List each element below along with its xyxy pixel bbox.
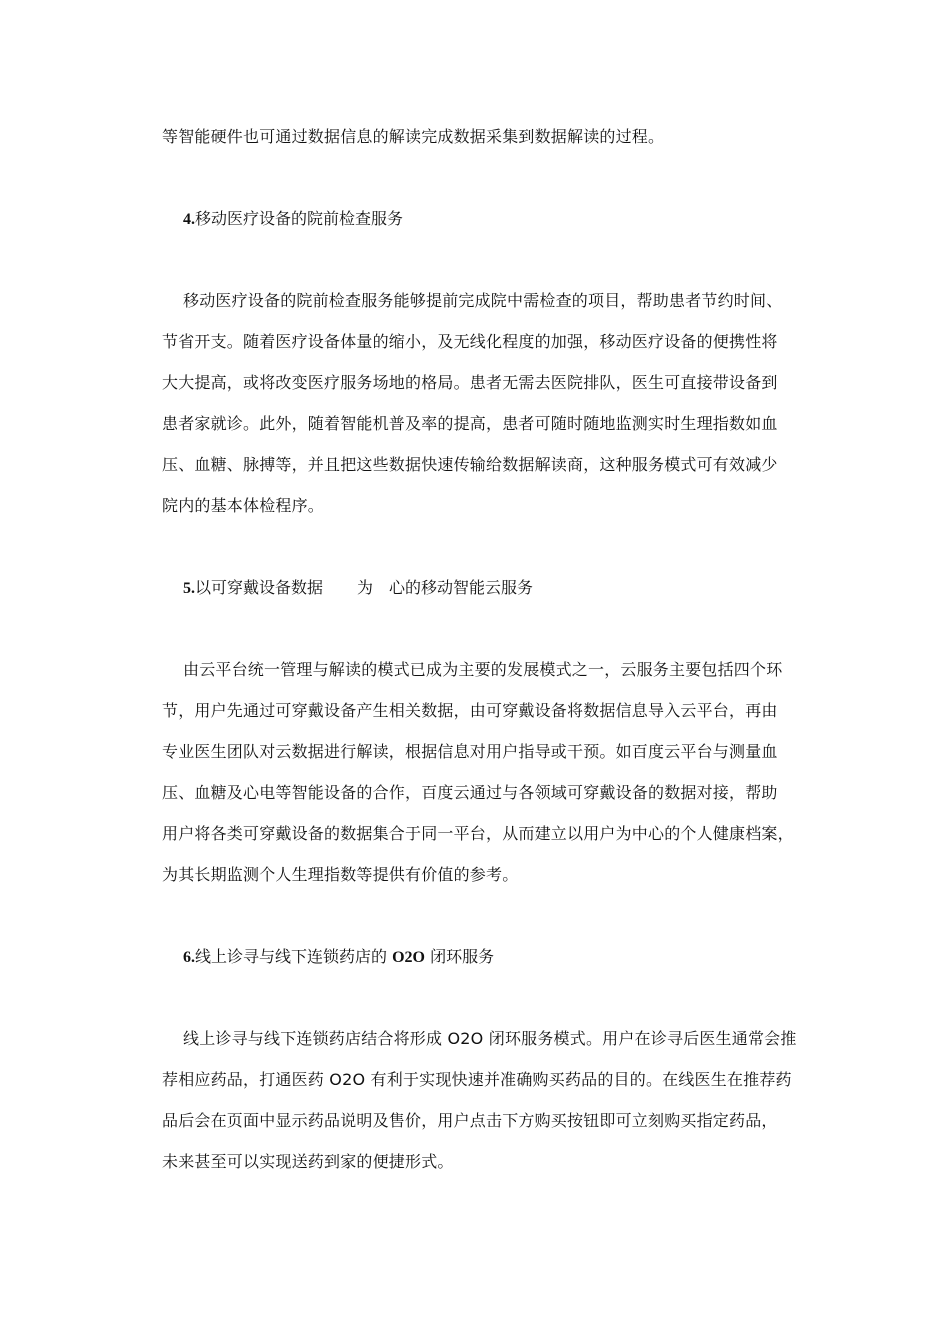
section-4-line-1: 移动医疗设备的院前检查服务能够提前完成院中需检查的项目，帮助患者节约时间、 xyxy=(183,291,783,310)
section-5-line-2: 节，用户先通过可穿戴设备产生相关数据，由可穿戴设备将数据信息导入云平台，再由 xyxy=(162,701,778,720)
section-4-line-5: 压、血糖、脉搏等，并且把这些数据快速传输给数据解读商，这种服务模式可有效减少 xyxy=(162,455,778,474)
section-5-line-3: 专业医生团队对云数据进行解读，根据信息对用户指导或干预。如百度云平台与测量血 xyxy=(162,742,778,761)
section-6-title-o2o: O2O xyxy=(392,949,425,966)
section-4-line-4: 患者家就诊。此外，随着智能机普及率的提高，患者可随时随地监测实时生理指数如血 xyxy=(162,414,778,433)
section-4-number: 4. xyxy=(183,211,195,228)
section-4-line-2: 节省开支。随着医疗设备体量的缩小，及无线化程度的加强，移动医疗设备的便携性将 xyxy=(162,332,778,351)
section-5-title-part-2: 为 xyxy=(357,578,374,597)
section-5-heading xyxy=(183,578,533,599)
section-5-line-5: 用户将各类可穿戴设备的数据集合于同一平台，从而建立以用户为中心的个人健康档案， xyxy=(162,824,794,843)
section-6-title-part-2: 闭环服务 xyxy=(424,947,495,966)
section-5-title-part-3: 心的移动智能云服务 xyxy=(389,578,534,597)
section-6-line-1: 线上诊寻与线下连锁药店结合将形成 O2O 闭环服务模式。用户在诊寻后医生通常会推 xyxy=(183,1029,797,1048)
section-5-line-1: 由云平台统一管理与解读的模式已成为主要的发展模式之一，云服务主要包括四个环 xyxy=(183,660,783,679)
section-6-line-3: 品后会在页面中显示药品说明及售价，用户点击下方购买按钮即可立刻购买指定药品， xyxy=(162,1111,778,1130)
section-5-title-part-1: 以可穿戴设备数据 xyxy=(195,578,324,597)
section-4-line-6: 院内的基本体检程序。 xyxy=(162,496,325,515)
intro-line-1: 等智能硬件也可通过数据信息的解读完成数据采集到数据解读的过程。 xyxy=(162,127,665,146)
section-6-title-part-1: 线上诊寻与线下连锁药店的 xyxy=(195,947,393,966)
section-4-title: 移动医疗设备的院前检查服务 xyxy=(195,209,404,228)
section-4-heading xyxy=(183,209,403,230)
section-5-line-4: 压、血糖及心电等智能设备的合作，百度云通过与各领域可穿戴设备的数据对接，帮助 xyxy=(162,783,778,802)
section-5-line-6: 为其长期监测个人生理指数等提供有价值的参考。 xyxy=(162,865,519,884)
section-4-line-3: 大大提高，或将改变医疗服务场地的格局。患者无需去医院排队，医生可直接带设备到 xyxy=(162,373,778,392)
section-6-heading xyxy=(183,947,494,968)
section-5-number: 5. xyxy=(183,580,195,597)
section-6-number: 6. xyxy=(183,949,195,966)
section-6-line-2: 荐相应药品，打通医药 O2O 有利于实现快速并准确购买药品的目的。在线医生在推荐药 xyxy=(162,1070,792,1089)
section-6-line-4: 未来甚至可以实现送药到家的便捷形式。 xyxy=(162,1152,454,1171)
